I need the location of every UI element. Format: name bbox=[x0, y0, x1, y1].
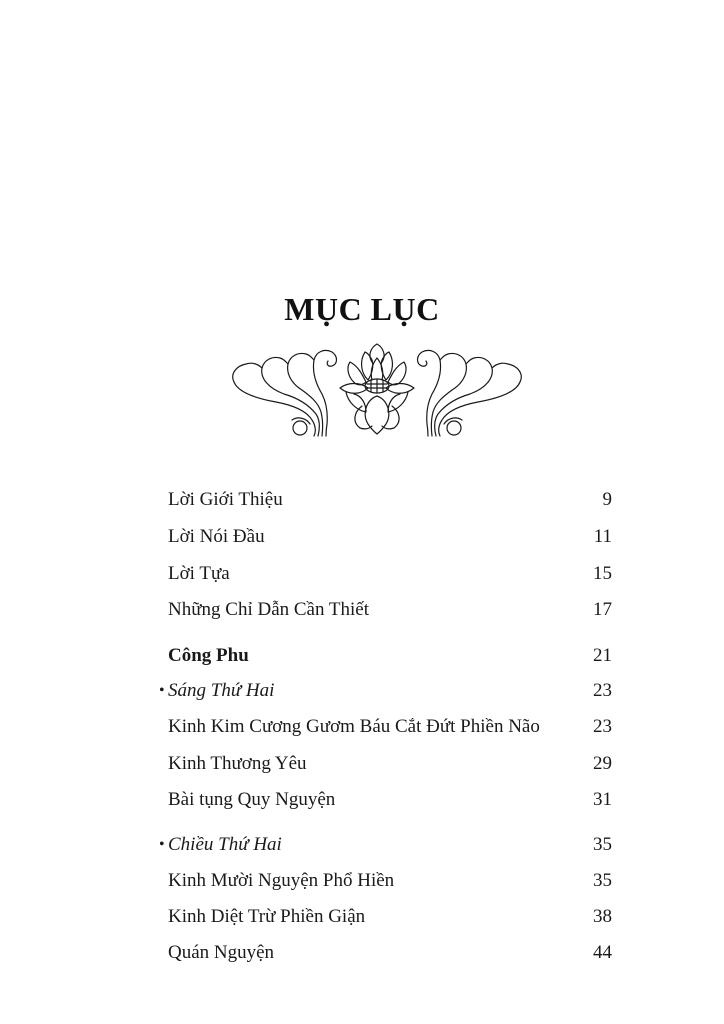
toc-entry-page: 9 bbox=[602, 489, 612, 510]
page-title: MỤC LỤC bbox=[284, 291, 440, 327]
toc-entry-label: Kinh Diệt Trừ Phiền Giận bbox=[168, 906, 366, 927]
toc-entry-label: Lời Giới Thiệu bbox=[168, 489, 283, 510]
toc-entry-page: 23 bbox=[593, 716, 612, 737]
left-cloud-scroll-icon bbox=[233, 350, 337, 436]
toc-entry-page: 17 bbox=[593, 599, 612, 620]
toc-entry-page: 21 bbox=[593, 645, 612, 666]
toc-entry-page: 31 bbox=[593, 789, 612, 810]
toc-subsection[interactable] bbox=[159, 832, 612, 858]
toc-entry-page: 35 bbox=[593, 870, 612, 891]
toc-entry-label: Lời Nói Đầu bbox=[168, 526, 265, 547]
toc-entry-page: 23 bbox=[593, 680, 612, 701]
toc-entry-label: Kinh Thương Yêu bbox=[168, 753, 307, 774]
toc-entry-page: 15 bbox=[593, 563, 612, 584]
toc-entry-label: Những Chỉ Dẫn Cần Thiết bbox=[168, 599, 369, 620]
toc-entry-page: 29 bbox=[593, 753, 612, 774]
toc-entry-label: Kinh Mười Nguyện Phổ Hiền bbox=[168, 870, 395, 891]
toc-entry-page: 35 bbox=[593, 834, 612, 855]
toc-entry[interactable] bbox=[168, 487, 612, 513]
toc-entry-label: Công Phu bbox=[168, 645, 249, 666]
toc-entry[interactable] bbox=[168, 751, 612, 777]
toc-entry[interactable] bbox=[168, 561, 612, 587]
bullet-icon: • bbox=[159, 682, 165, 699]
lotus-flower-icon bbox=[340, 344, 414, 434]
toc-entry-label: Bài tụng Quy Nguyện bbox=[168, 789, 336, 810]
lotus-ornament-icon bbox=[228, 340, 526, 440]
toc-entry[interactable] bbox=[168, 904, 612, 930]
toc-entry[interactable] bbox=[168, 868, 612, 894]
toc-entry[interactable] bbox=[168, 597, 612, 623]
toc-entry[interactable] bbox=[168, 787, 612, 813]
toc-entry[interactable] bbox=[168, 524, 612, 550]
toc-entry-page: 44 bbox=[593, 942, 612, 963]
toc-entry[interactable] bbox=[168, 940, 612, 966]
toc-entry-label: Kinh Kim Cương Gươm Báu Cắt Đứt Phiền Não bbox=[168, 716, 540, 737]
toc-entry[interactable] bbox=[168, 714, 612, 740]
toc-entry-label: Lời Tựa bbox=[168, 563, 230, 584]
toc-entry-page: 11 bbox=[593, 526, 612, 547]
right-cloud-scroll-icon bbox=[418, 350, 522, 436]
toc-entry-page: 38 bbox=[593, 906, 612, 927]
toc-entry-label: Chiều Thứ Hai bbox=[168, 834, 282, 855]
toc-subsection[interactable] bbox=[159, 678, 612, 704]
toc-section-heading[interactable] bbox=[168, 643, 612, 669]
toc-entry-label: Sáng Thứ Hai bbox=[168, 680, 275, 701]
toc-entry-label: Quán Nguyện bbox=[168, 942, 275, 963]
bullet-icon: • bbox=[159, 836, 165, 853]
